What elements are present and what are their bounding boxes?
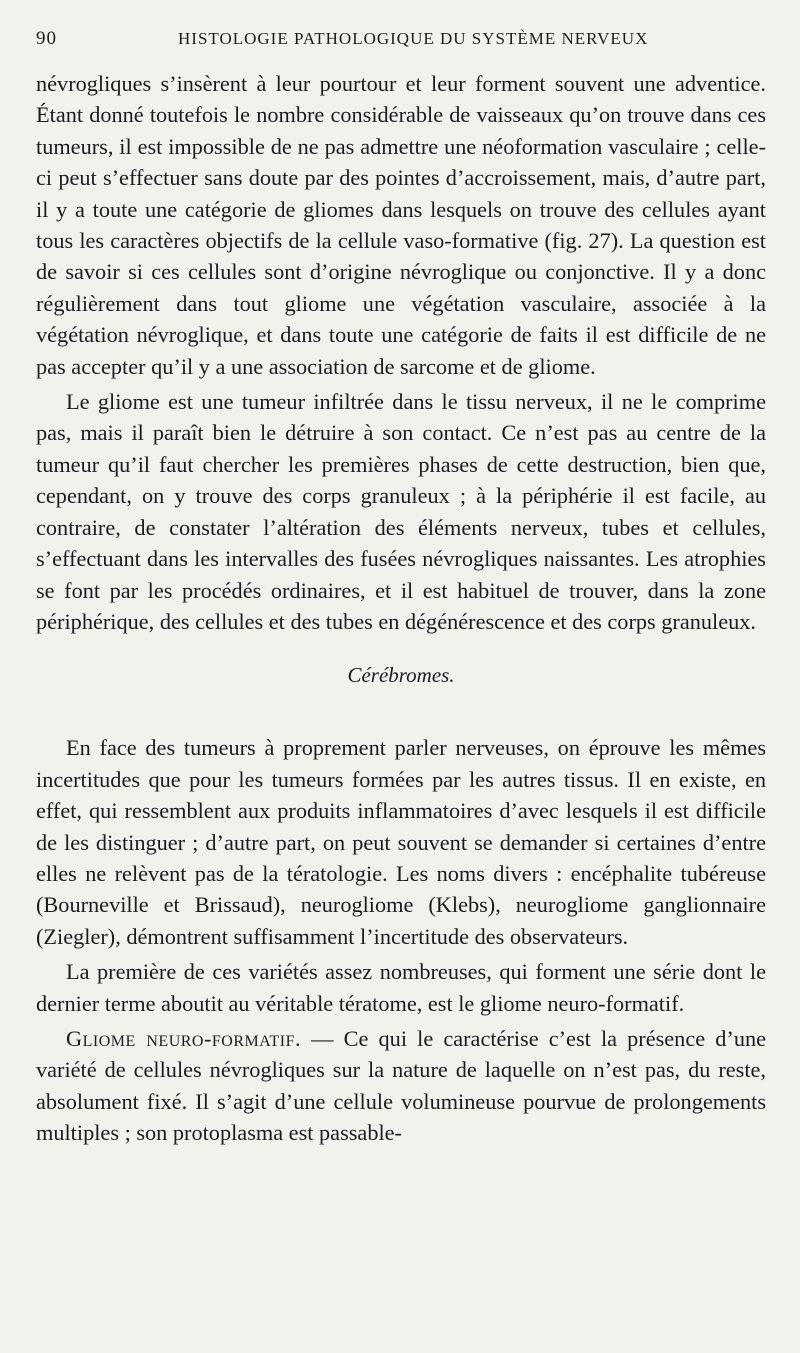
paragraph-3: En face des tumeurs à proprement parler nerveuses, on éprouve les mêmes incertitudes que pour les tumeurs formées par les autres tissus. Il en existe, en effet, qui ressemblent aux produits inflammatoires d’avec lesquels il est difficile de les distinguer ; d’autre part, on peut souvent se demander si certaines d’entre elles ne relèvent pas de la tératologie. Les noms divers : encéphalite tubéreuse (Bourneville et Brissaud), neurogliome (Klebs), neurogliome ganglionnaire (Ziegler), démontrent suffisamment l’incertitude des observateurs. [36,735,766,949]
section-title: Cérébromes. [347,663,455,688]
page-number: 90 [36,28,57,49]
paragraph-1: névrogliques s’insèrent à leur pourtour et leur forment souvent une adventice. Étant donné toutefois le nombre considérable de vaisseaux qu’on trouve dans ces tumeurs, il est impossible de ne pas admettre une néoformation vasculaire ; celle-ci peut s’effectuer sans doute par des pointes d’accroissement, mais, d’autre part, il y a toute une catégorie de gliomes dans lesquels on trouve des cellules ayant tous les caractères objectifs de la cellule vaso-formative (fig. 27). La question est de savoir si ces cellules sont d’origine névroglique ou conjonctive. Il y a donc régulièrement dans tout gliome une végétation vasculaire, associée à la végétation névroglique, et dans toute une catégorie de faits il est difficile de ne pas accepter qu’il y a une association de sarcome et de gliome. [36,71,766,379]
paragraph-5-text: — Ce qui le caractérise c’est la présence d’une variété de cellules névrogliques sur la nature de laquelle on n’est pas, du reste, absolument fixé. Il s’agit d’une cellule volumineuse pourvue de prolongements multiples ; son protoplasma est passable- [36,1025,767,1146]
paragraph-5-lead: Gliome neuro-formatif. [66,1025,302,1051]
running-title: HISTOLOGIE PATHOLOGIQUE DU SYSTÈME NERVEUX [178,29,649,48]
page-header [36,28,766,68]
paragraph-4: La première de ces variétés assez nombreuses, qui forment une série dont le dernier terme aboutit au véritable tératome, est le gliome neuro-formatif. [36,959,766,1016]
paragraph-5 [36,1023,766,1149]
paragraph-2: Le gliome est une tumeur infiltrée dans le tissu nerveux, il ne le comprime pas, mais il paraît bien le détruire à son contact. Ce n’est pas au centre de la tumeur qu’il faut chercher les premières phases de cette destruction, bien que, cependant, on y trouve des corps granuleux ; à la périphérie il est facile, au contraire, de constater l’altération des éléments nerveux, tubes et cellules, s’effectuant dans les intervalles des fusées névrogliques naissantes. Les atrophies se font par les procédés ordinaires, et il est habituel de trouver, dans la zone périphérique, des cellules et des tubes en dégénérescence et des corps granuleux. [36,389,766,634]
